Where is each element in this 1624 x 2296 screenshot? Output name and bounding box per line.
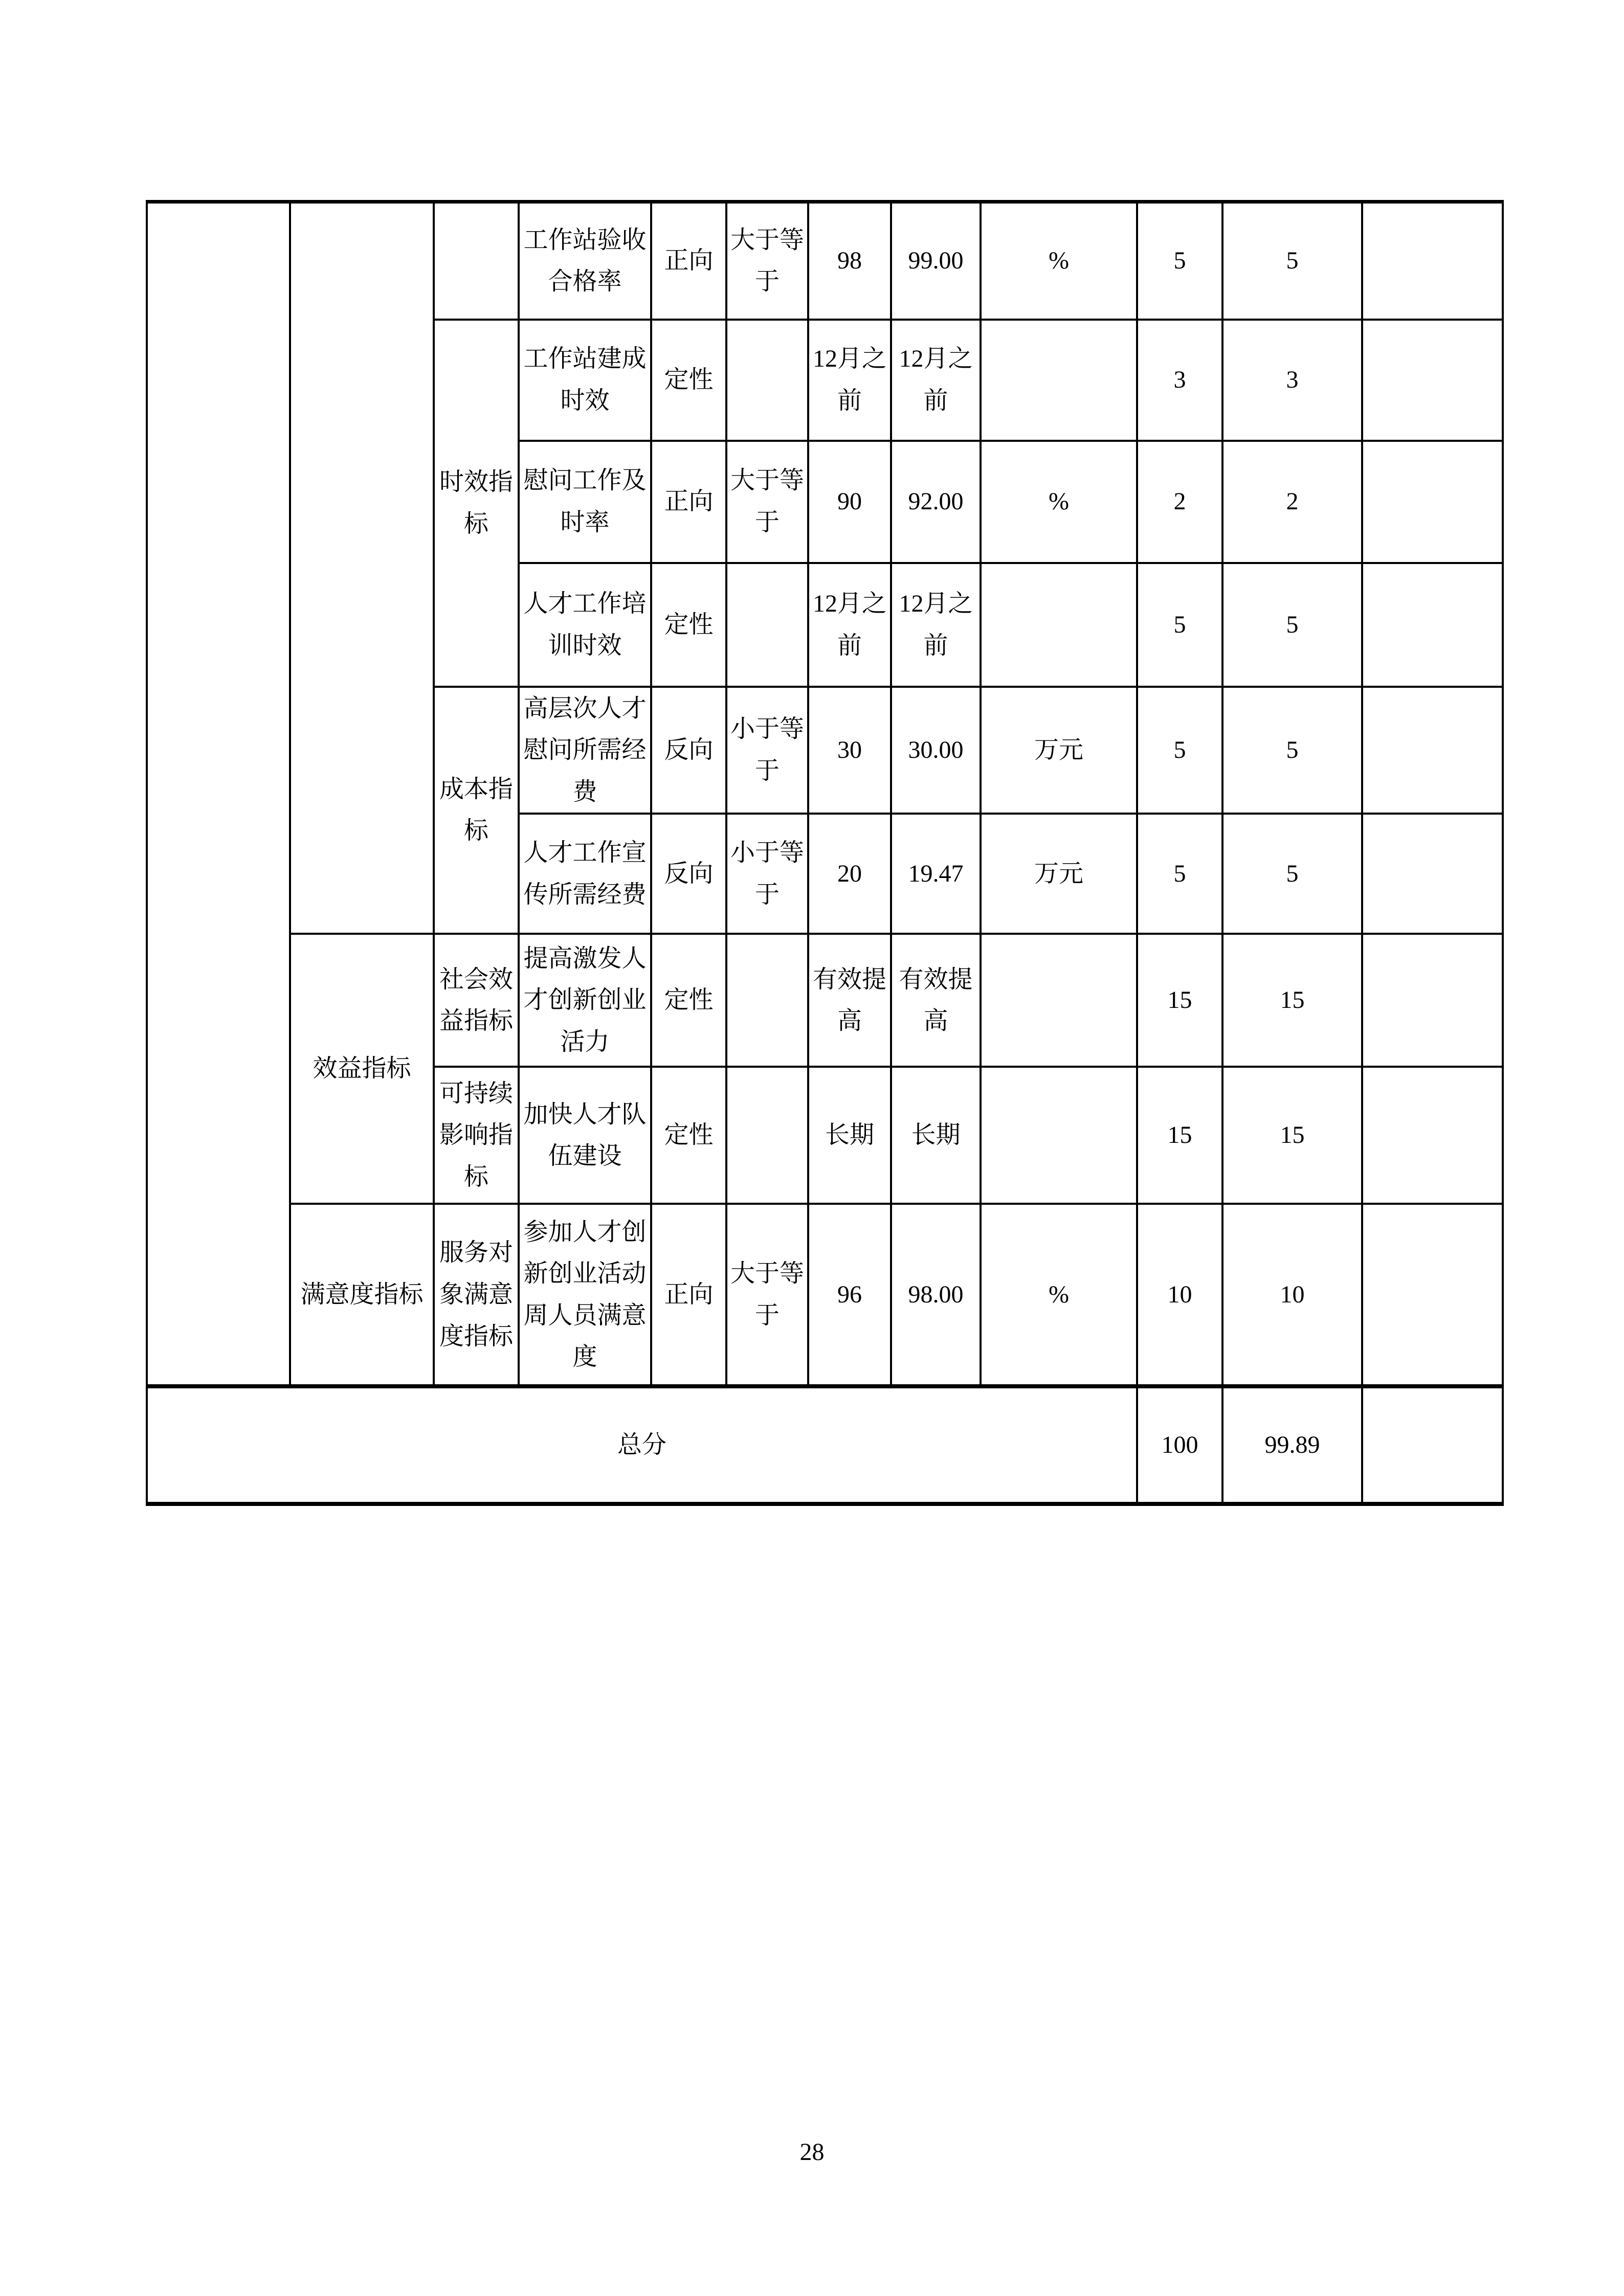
cell-indicator-name: 慰问工作及时率 [519,441,651,563]
cell-weight: 15 [1137,934,1222,1067]
cell-actual-value: 98.00 [891,1204,981,1386]
cell-unit: % [981,202,1137,320]
cell-weight: 5 [1137,202,1222,320]
cell-actual-value: 99.00 [891,202,981,320]
cell-direction [726,934,808,1067]
total-remark [1362,1386,1503,1504]
cell-nature: 定性 [651,934,726,1067]
performance-indicator-table [146,200,1504,1506]
cell-unit: % [981,441,1137,563]
cell-remark [1362,1204,1503,1386]
cell-remark [1362,563,1503,687]
cell-actual-value: 长期 [891,1067,981,1204]
cell-target-value: 长期 [808,1067,891,1204]
cell-weight: 5 [1137,814,1222,934]
table-row [147,934,1503,1067]
total-score: 99.89 [1222,1386,1362,1504]
cell-nature: 定性 [651,563,726,687]
cell-unit: 万元 [981,814,1137,934]
cell-weight: 5 [1137,563,1222,687]
cell-target-value: 20 [808,814,891,934]
cell-direction [726,320,808,441]
cell-score: 2 [1222,441,1362,563]
cell-score: 15 [1222,1067,1362,1204]
cell-group-level2-blank [434,202,519,320]
cell-direction: 大于等于 [726,441,808,563]
cell-remark [1362,814,1503,934]
cell-target-value: 98 [808,202,891,320]
cell-direction: 小于等于 [726,687,808,814]
cell-indicator-name: 高层次人才慰问所需经费 [519,687,651,814]
cell-remark [1362,441,1503,563]
cell-weight: 2 [1137,441,1222,563]
table-row-total [147,1386,1503,1504]
cell-target-value: 96 [808,1204,891,1386]
cell-indicator-name: 加快人才队伍建设 [519,1067,651,1204]
cell-group-timeliness: 时效指标 [434,320,519,687]
cell-remark [1362,1067,1503,1204]
cell-group-social-benefit: 社会效益指标 [434,934,519,1067]
cell-target-value: 90 [808,441,891,563]
cell-nature: 定性 [651,1067,726,1204]
cell-unit: % [981,1204,1137,1386]
cell-target-value: 有效提高 [808,934,891,1067]
cell-nature: 正向 [651,1204,726,1386]
cell-remark [1362,202,1503,320]
cell-nature: 正向 [651,441,726,563]
cell-direction [726,563,808,687]
cell-group-sustainable: 可持续影响指标 [434,1067,519,1204]
page-number: 28 [799,2139,825,2166]
cell-target-value: 30 [808,687,891,814]
cell-unit [981,563,1137,687]
cell-remark [1362,687,1503,814]
table-row [147,202,1503,320]
cell-group-cost: 成本指标 [434,687,519,934]
cell-actual-value: 12月之前 [891,320,981,441]
cell-direction: 小于等于 [726,814,808,934]
cell-score: 5 [1222,202,1362,320]
cell-weight: 5 [1137,687,1222,814]
cell-group-level1-blank [290,202,434,934]
cell-target-value: 12月之前 [808,563,891,687]
total-weight: 100 [1137,1386,1222,1504]
total-label: 总分 [147,1386,1137,1504]
cell-nature: 定性 [651,320,726,441]
cell-indicator-name: 工作站验收合格率 [519,202,651,320]
cell-indicator-name: 人才工作培训时效 [519,563,651,687]
cell-group-benefit: 效益指标 [290,934,434,1204]
cell-actual-value: 12月之前 [891,563,981,687]
cell-unit [981,934,1137,1067]
cell-group-level0-blank [147,202,290,1387]
cell-weight: 15 [1137,1067,1222,1204]
cell-direction: 大于等于 [726,202,808,320]
cell-nature: 正向 [651,202,726,320]
cell-target-value: 12月之前 [808,320,891,441]
cell-group-satisfaction: 满意度指标 [290,1204,434,1386]
cell-weight: 10 [1137,1204,1222,1386]
cell-unit [981,320,1137,441]
cell-weight: 3 [1137,320,1222,441]
cell-nature: 反向 [651,814,726,934]
cell-score: 5 [1222,563,1362,687]
cell-unit [981,1067,1137,1204]
cell-indicator-name: 提高激发人才创新创业活力 [519,934,651,1067]
cell-indicator-name: 人才工作宣传所需经费 [519,814,651,934]
cell-group-service-object: 服务对象满意度指标 [434,1204,519,1386]
cell-actual-value: 92.00 [891,441,981,563]
cell-nature: 反向 [651,687,726,814]
cell-score: 5 [1222,814,1362,934]
cell-score: 5 [1222,687,1362,814]
cell-indicator-name: 工作站建成时效 [519,320,651,441]
cell-actual-value: 19.47 [891,814,981,934]
cell-actual-value: 30.00 [891,687,981,814]
table-row [147,1204,1503,1386]
cell-direction [726,1067,808,1204]
cell-remark [1362,934,1503,1067]
cell-actual-value: 有效提高 [891,934,981,1067]
cell-score: 15 [1222,934,1362,1067]
cell-direction: 大于等于 [726,1204,808,1386]
cell-score: 3 [1222,320,1362,441]
cell-unit: 万元 [981,687,1137,814]
cell-score: 10 [1222,1204,1362,1386]
cell-remark [1362,320,1503,441]
cell-indicator-name: 参加人才创新创业活动周人员满意度 [519,1204,651,1386]
